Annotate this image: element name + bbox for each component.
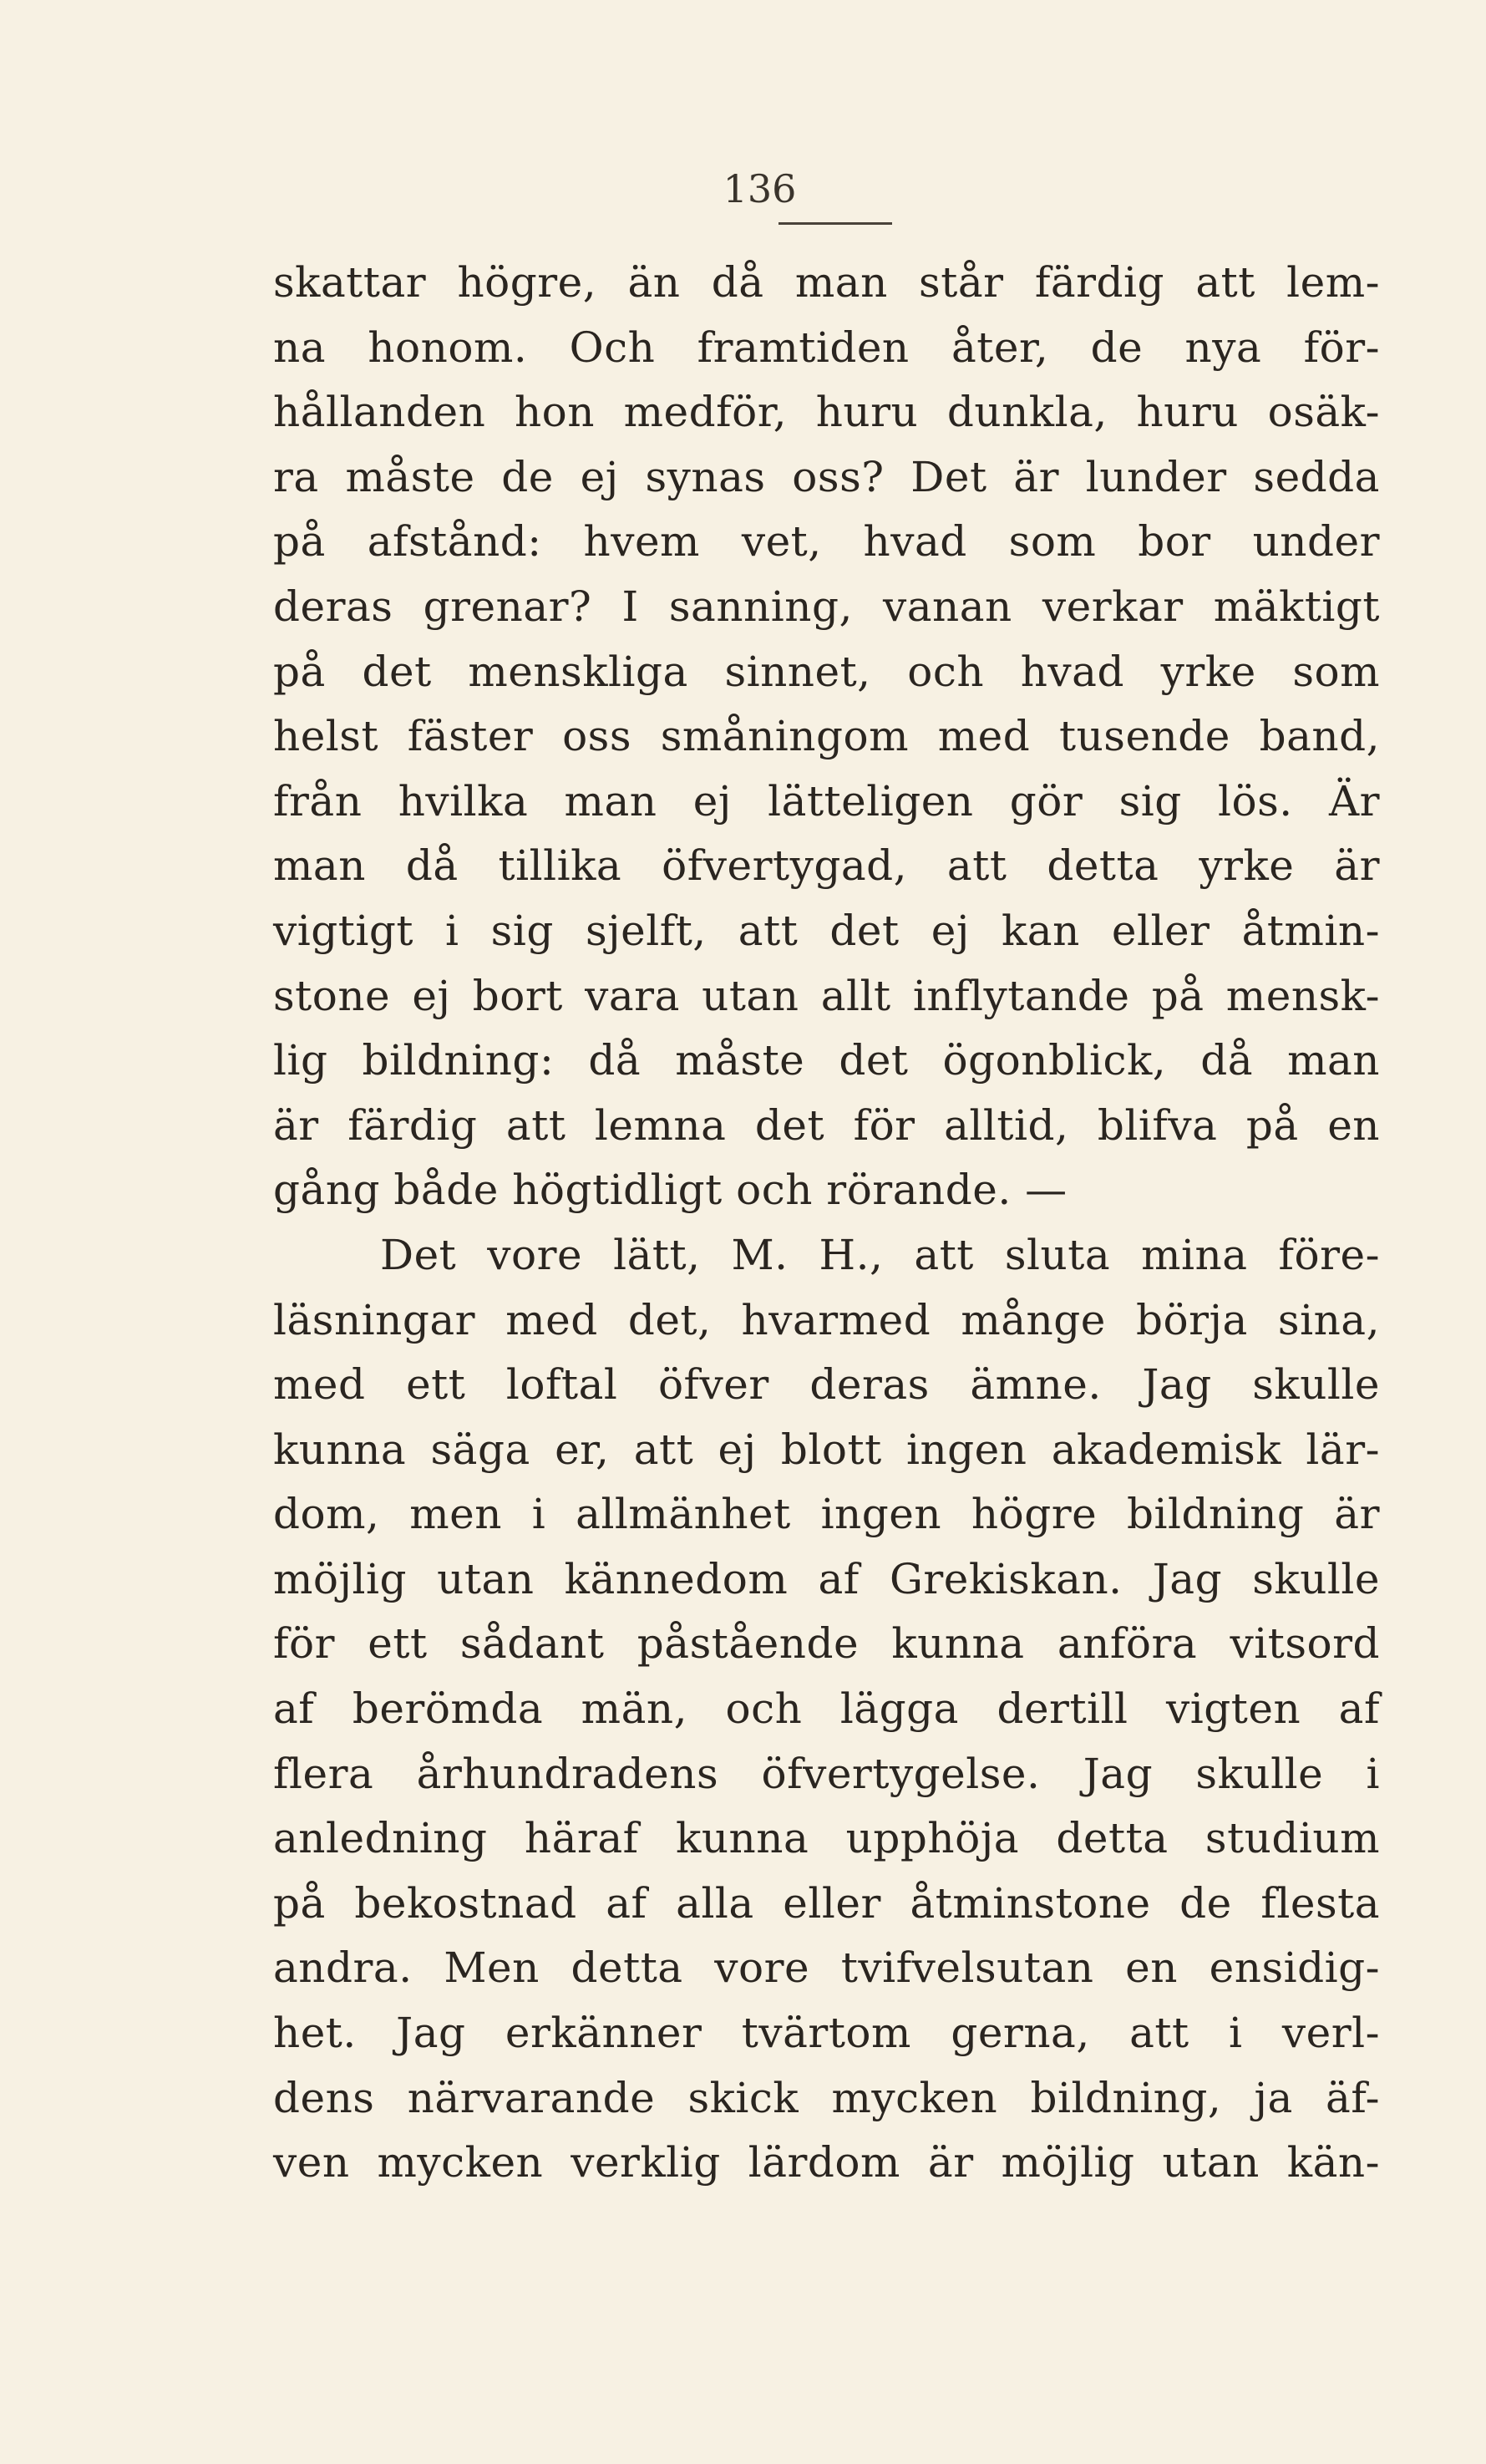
text-line: dens närvarande skick mycken bildning, ja äf-: [273, 2073, 1380, 2122]
text-line: Det vore lätt, M. H., att sluta mina före-: [380, 1230, 1380, 1279]
text-line: kunna säga er, att ej blott ingen akademisk lär-: [273, 1425, 1380, 1474]
text-line: na honom. Och framtiden åter, de nya för-: [273, 323, 1380, 372]
text-line: är färdig att lemna det för alltid, blifva på en: [273, 1100, 1380, 1150]
text-line: ra måste de ej synas oss? Det är lunder sedda: [273, 452, 1380, 501]
body-text: [273, 251, 1380, 2196]
text-line: het. Jag erkänner tvärtom gerna, att i verl-: [273, 2009, 1380, 2058]
text-line: på det menskliga sinnet, och hvad yrke som: [273, 647, 1380, 696]
text-line: läsningar med det, hvarmed månge börja sina,: [273, 1295, 1380, 1344]
page-number: 136: [723, 166, 797, 211]
text-line: skattar högre, än då man står färdig att lem-: [273, 258, 1380, 307]
text-line: lig bildning: då måste det ögonblick, då man: [273, 1036, 1380, 1085]
page-number-underline: [779, 222, 892, 225]
text-line: af berömda män, och lägga dertill vigten af: [273, 1684, 1380, 1734]
text-line: för ett sådant påstående kunna anföra vitsord: [273, 1619, 1380, 1669]
text-line: på afstånd: hvem vet, hvad som bor under: [273, 517, 1380, 566]
text-line: ven mycken verklig lärdom är möjlig utan kän-: [273, 2138, 1380, 2187]
text-line: möjlig utan kännedom af Grekiskan. Jag skulle: [273, 1554, 1380, 1603]
text-line: från hvilka man ej lätteligen gör sig lös. Är: [273, 776, 1380, 826]
text-line: gång både högtidligt och rörande. —: [273, 1166, 1068, 1215]
text-line: anledning häraf kunna upphöja detta studium: [273, 1814, 1380, 1863]
text-line: vigtigt i sig sjelft, att det ej kan eller åtmin-: [273, 906, 1380, 955]
text-line: helst fäster oss småningom med tusende band,: [273, 712, 1380, 761]
text-line: hållanden hon medför, huru dunkla, huru osäk-: [273, 388, 1380, 437]
text-line: man då tillika öfvertygad, att detta yrke är: [273, 841, 1380, 891]
text-line: flera århundradens öfvertygelse. Jag skulle i: [273, 1749, 1380, 1798]
text-line: med ett loftal öfver deras ämne. Jag skulle: [273, 1360, 1380, 1410]
text-line: dom, men i allmänhet ingen högre bildning är: [273, 1490, 1380, 1539]
text-line: andra. Men detta vore tvifvelsutan en ensidig-: [273, 1943, 1380, 1993]
text-line: deras grenar? I sanning, vanan verkar mäktigt: [273, 582, 1380, 631]
text-line: på bekostnad af alla eller åtminstone de flesta: [273, 1878, 1380, 1928]
text-line: stone ej bort vara utan allt inflytande på mensk-: [273, 971, 1380, 1020]
